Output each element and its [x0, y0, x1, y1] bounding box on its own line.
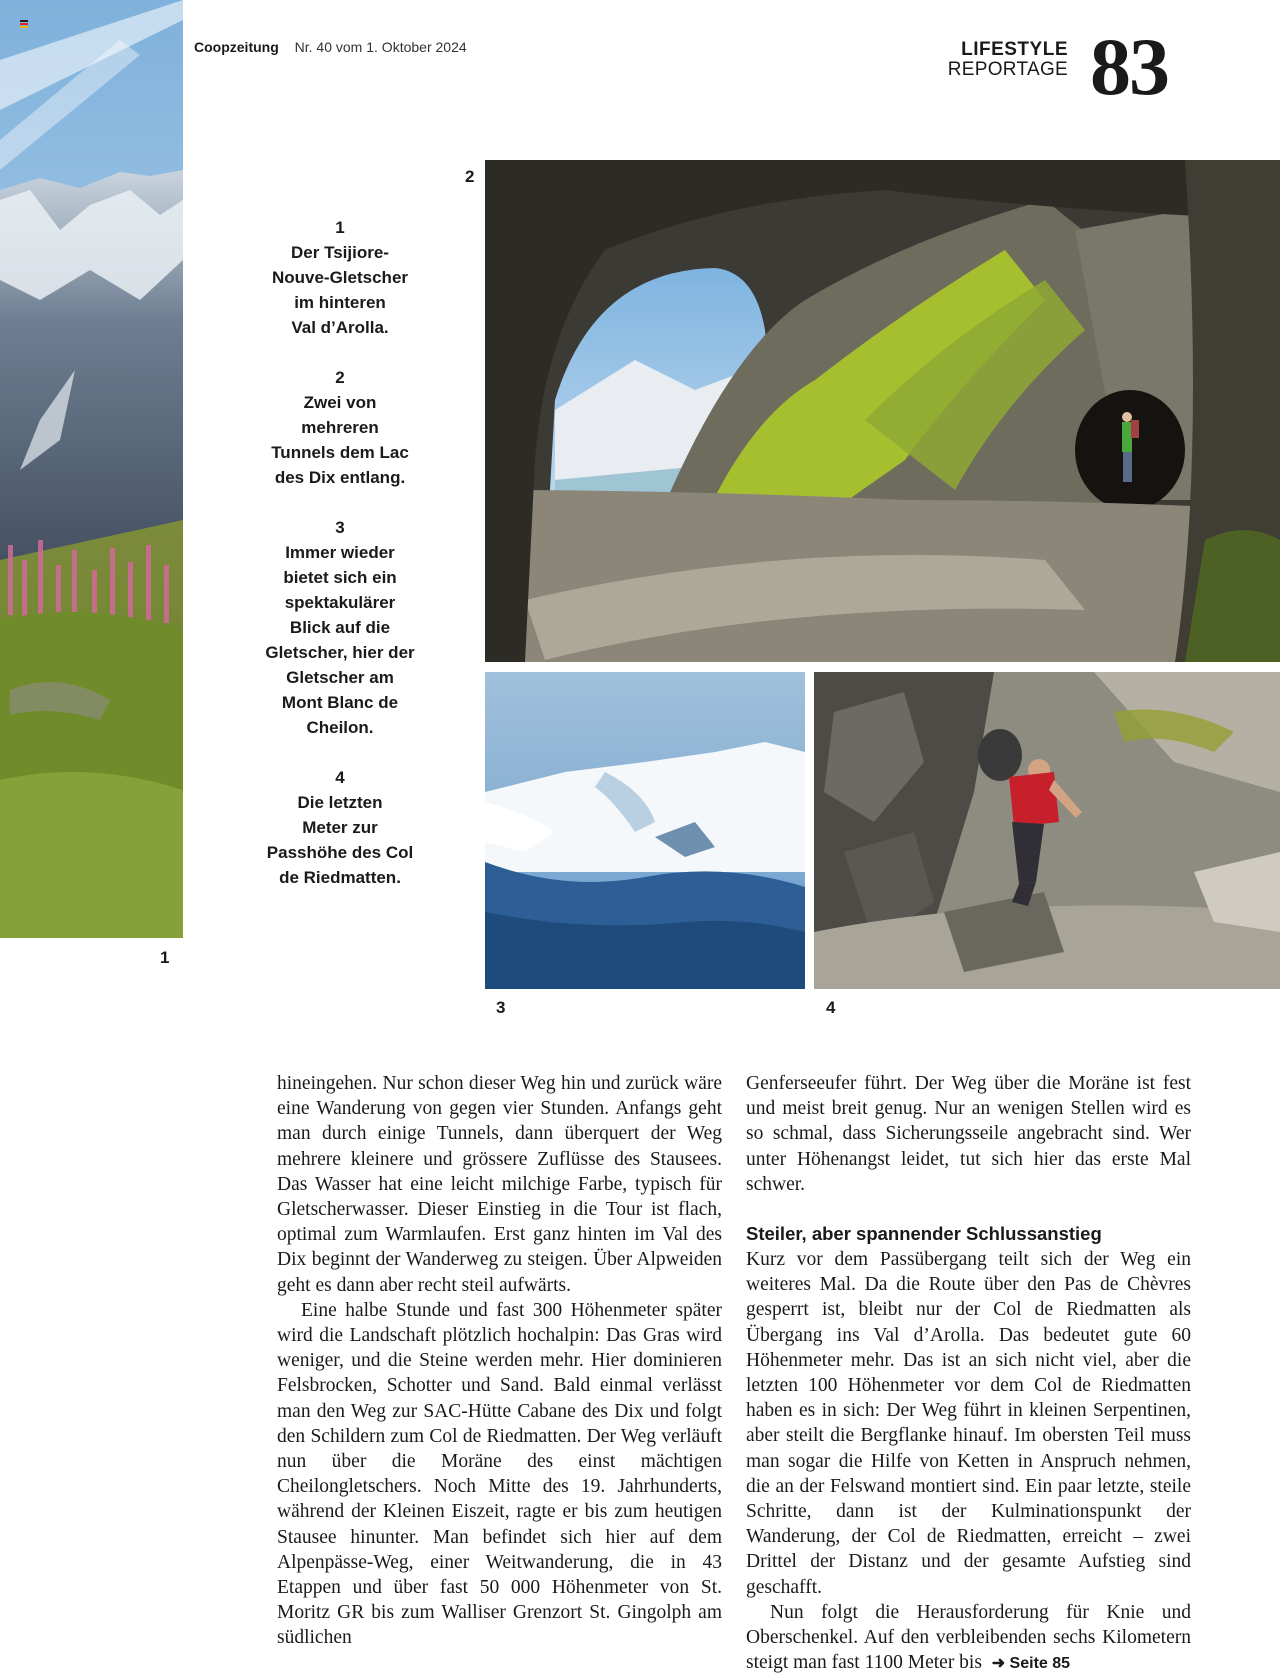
caption-text: Zwei von mehreren Tunnels dem Lac des Dix entlang. [271, 393, 409, 487]
photo-2-tunnel [485, 160, 1280, 662]
issue-date: Nr. 40 vom 1. Oktober 2024 [294, 39, 467, 55]
article-column-left [277, 1071, 722, 1651]
caption-text: Immer wieder bietet sich ein spektakulärer Blick auf die Gletscher, hier der Gletscher am Mont Blanc de Cheilon. [265, 543, 415, 737]
photo-3-glacier [485, 672, 805, 989]
flag-icon [20, 20, 28, 27]
section-primary: LIFESTYLE [961, 39, 1068, 60]
article-paragraph [746, 1600, 1191, 1674]
photo-number-1: 1 [160, 948, 170, 967]
caption-number: 4 [335, 768, 345, 787]
photo-number-4: 4 [826, 998, 836, 1017]
caption-text: Der Tsijiore- Nouve-Gletscher im hinteren Val d’Arolla. [271, 243, 409, 337]
caption-number: 2 [335, 368, 345, 387]
caption-1 [245, 215, 435, 340]
caption-4 [245, 765, 435, 890]
article-paragraph: Eine halbe Stunde und fast 300 Höhenmeter später wird die Landschaft plötzlich hochalpin: Das Gras wird weniger, und die Steine werden mehr. Hier dominieren Felsbrocken, Schotter und Sand. Bald einmal verlässt man den Weg zur SAC-Hütte Cabane des Dix und folgt den Schildern zum Col de Riedmatten. Der Weg verläuft nun über die Moräne des einst mächtigen Cheilongletschers. Noch Mitte des 19. Jahrhunderts, während der Kleinen Eiszeit, ragte er bis zum heutigen Stausee hinunter. Man befindet sich hier auf dem Alpenpässe-Weg, einer Weitwanderung, die in 43 Etappen und über fast 50 000 Höhenmeter von St. Moritz GR bis zum Walliser Grenzort St. Gingolph am südlichen [277, 1299, 722, 1649]
photo-number-2: 2 [465, 167, 475, 186]
article-paragraph: Genferseeufer führt. Der Weg über die Moräne ist fest und meist breit genug. Nur an wenigen Stellen wird es so schmal, dass Sicherungsseile angebracht sind. Wer unter Höhenangst leidet, tut sich hier das erste Mal schwer. [746, 1073, 1191, 1195]
caption-number: 1 [335, 218, 345, 237]
page-number: 83 [1090, 21, 1168, 112]
photo-number-3: 3 [496, 998, 506, 1017]
article-column-right [746, 1071, 1191, 1674]
photo-1-glacier-meadow [0, 0, 183, 938]
article-subhead: Steiler, aber spannender Schlussanstieg [746, 1223, 1102, 1245]
article-paragraph: Kurz vor dem Passübergang teilt sich der Weg ein weiteres Mal. Da die Route über den Pas de Chèvres gesperrt ist, bleibt nur der Col de Riedmatten als Übergang ins Val d’Arolla. Das bedeutet gute 60 Höhenmeter mehr. Das ist an sich nicht viel, aber die letzten 100 Höhenmeter vor dem Col de Riedmatten haben es in sich: Der Weg führt in kleinen Serpentinen, aber steilt die Bergflanke hinauf. Im obersten Teil muss man sogar die Hilfe von Ketten in Anspruch nehmen, die an der Felswand montiert sind. Ein paar letzte, steile Schritte, dann ist der Kulminationspunkt der Wanderung, der Col de Riedmatten, erreicht – zwei Drittel der Distanz und der gesamte Aufstieg sind geschafft. [746, 1249, 1191, 1598]
caption-text: Die letzten Meter zur Passhöhe des Col de Riedmatten. [266, 793, 414, 887]
continued-on-page-link[interactable]: ➜ Seite 85 [991, 1655, 1071, 1673]
photo-4-hiker [814, 672, 1280, 989]
section-secondary: REPORTAGE [947, 59, 1068, 80]
section-label [948, 40, 1068, 80]
caption-3 [245, 515, 435, 740]
photo-captions [245, 215, 435, 915]
article-paragraph: hineingehen. Nur schon dieser Weg hin und zurück wäre eine Wanderung von gegen vier Stunden. Anfangs geht man durch einige Tunnels, dann überquert der Weg mehrere kleinere und grössere Zuflüsse des Stausees. Das Wasser hat eine leicht milchige Farbe, typisch für Gletscherwasser. Dieser Einstieg in die Tour ist flach, optimal zum Warmlaufen. Erst ganz hinten im Val des Dix beginnt der Wanderweg zu steigen. Über Alpweiden geht es dann aber recht steil aufwärts. [277, 1073, 722, 1296]
article-paragraph-text: Nun folgt die Herausforderung für Knie und Oberschenkel. Auf den verbleibenden sechs Kilometern steigt man fast 1100 Meter bis [746, 1601, 1191, 1674]
caption-2 [245, 365, 435, 490]
publication-brand: Coopzeitung [194, 39, 279, 55]
caption-number: 3 [335, 518, 345, 537]
publication-line [194, 39, 467, 55]
